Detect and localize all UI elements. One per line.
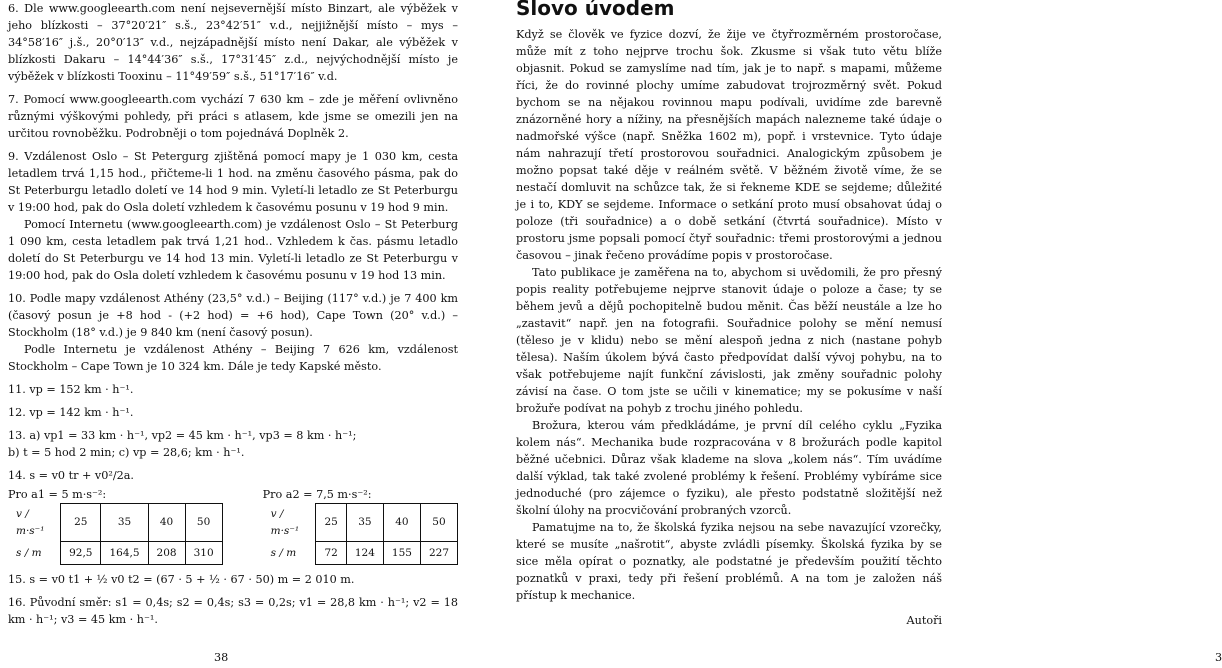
table-cell: 35 — [346, 504, 383, 542]
answer-13b: b) t = 5 hod 2 min; c) vp = 28,6; km · h⁻¹. — [8, 446, 245, 459]
table-a1-grid — [8, 503, 223, 565]
left-page — [0, 0, 480, 668]
intro-paragraph-1: Když se člověk ve fyzice dozví, že žije ve čtyřrozměrném prostoročase, může mít z toho nejprve trochu šok. Zkusme si však tuto větu blíže objasnit. Pokud se zamyslíme nad tím, jak je to např. s mapami, můžeme říci, že do rovinné plochy umíme zabudovat trojrozměrný svět. Pokud bychom se na nějakou rovinnou mapu podívali, uvidíme zde barevně znázorněné hory a nížiny, na přesnějších mapách nalezneme také údaje o nadmořské výšce (např. Sněžka 1602 m), popř. i vrstevnice. Tyto údaje nám nahrazují třetí prostorovou souřadnici. Analogickým způsobem je možno popsat také děje v reálném světě. V běžném životě víme, že se nestačí domluvit na schůzce tak, že si řekneme KDE se sejdeme; důležité je i to, KDY se sejdeme. Informace o setkání proto musí obsahovat údaj o poloze (tři souřadnice) a o době setkání (čtvrtá souřadnice). Místo v prostoru jsme popsali pomocí čtyř souřadnic: třemi prostorovými a jednou časovou – jinak řečeno provádíme popis v prostoročase. — [516, 28, 942, 262]
table-cell: 164,5 — [101, 542, 148, 565]
table-cell: 72 — [316, 542, 346, 565]
table-cell: 208 — [148, 542, 185, 565]
table-row — [8, 542, 222, 565]
right-column — [516, 26, 942, 629]
table-cell: 310 — [185, 542, 222, 565]
table-a2 — [263, 486, 458, 565]
table-cell: 25 — [61, 504, 101, 542]
table-cell: 227 — [420, 542, 457, 565]
answer-7: 7. Pomocí www.googleearth.com vychází 7 630 km – zde je měření ovlivněno různými výškovými pohledy, při práci s atlasem, kde jsme se omezili jen na určitou rovnoběžku. Podrobněji o tom pojednává Doplněk 2. — [8, 93, 458, 140]
table-row — [263, 504, 458, 542]
table-cell: 40 — [383, 504, 420, 542]
answer-13a: 13. a) vp1 = 33 km · h⁻¹, vp2 = 45 km · h⁻¹, vp3 = 8 km · h⁻¹; — [8, 429, 357, 442]
right-page — [480, 0, 1222, 668]
table-cell: 35 — [101, 504, 148, 542]
answer-9b: Pomocí Internetu (www.googleearth.com) je vzdálenost Oslo – St Peterburg 1 090 km, cesta letadlem pak trvá 1,21 hod.. Vzhledem k čas. pásmu letadlo doletí do St Peterburgu ve 14 hod 13 min. Vyletí-li letadlo ze St Peterburgu v 19:00 hod, pak do Osla doletí vzhledem k časovému posunu v 19 hod 13 min. — [8, 218, 458, 282]
table-a1-label: Pro a1 = 5 m·s⁻²: — [8, 488, 107, 501]
intro-paragraph-4: Pamatujme na to, že školská fyzika nejsou na sebe navazující vzorečky, které se musíte „našrotit“, abyste zvládli písemky. Školská fyzika by se sice měla opírat o poznatky, ale podstatné je především použití těchto poznatků v praxi, tedy při řešení problémů. A na tom je založen náš přístup k mechanice. — [516, 521, 942, 602]
intro-paragraph-2: Tato publikace je zaměřena na to, abychom si uvědomili, že pro přesný popis reality potřebujeme nejprve stanovit údaje o poloze a čase; ty se během jevů a dějů pochopitelně budou měnit. Čas běží neustále a lze ho „zastavit“ např. jen na fotografii. Souřadnice polohy se mění nemusí (těleso je v klidu) nebo se mění alespoň jedna z nich (nastane pohyb tělesa). Naším úkolem bývá často předpovídat další vývoj pohybu, na to však potřebujeme najít funkční závislosti, jak změny souřadnic polohy závisí na čase. O tom jste se učili v kinematice; my se pokusíme v naší brožuře podívat na pohyb z trochu jiného pohledu. — [516, 266, 942, 415]
table-row — [263, 542, 458, 565]
answer-10b: Podle Internetu je vzdálenost Athény – Beijing 7 626 km, vzdálenost Stockholm – Cape Town je 10 324 km. Dále je tedy Kapské město. — [8, 343, 458, 373]
intro-paragraph-3: Brožura, kterou vám předkládáme, je první díl celého cyklu „Fyzika kolem nás“. Mechanika bude rozpracována v 8 brožurách podle kapitol běžné učebnici. Důraz však klademe na slova „kolem nás“. Tím uvádíme další výklad, tak také zvolené problémy k řešení. Problémy vybíráme sice jednoduché (pro zájemce o fyziku), ale přesto podstatně složitější než školní úlohy na procvičování probraných vzorců. — [516, 419, 942, 517]
left-column — [8, 0, 458, 628]
page-number-right: 3 — [1215, 651, 1222, 664]
answer-15: 15. s = v0 t1 + ½ v0 t2 = (67 · 5 + ½ · 67 · 50) m = 2 010 m. — [8, 573, 355, 586]
answer-11: 11. vp = 152 km · h⁻¹. — [8, 383, 134, 396]
table-cell: 124 — [346, 542, 383, 565]
page-title: Slovo úvodem — [516, 0, 675, 20]
table-a2-header-s: s / m — [263, 542, 316, 565]
answer-9a: 9. Vzdálenost Oslo – St Petergurg zjištěná pomocí mapy je 1 030 km, cesta letadlem trvá 1,15 hod., přičteme-li 1 hod. na změnu časového pásma, pak do St Peterburgu letadlo doletí ve 14 hod 9 min. Vyletí-li letadlo ze St Peterburgu v 19:00 hod, pak do Osla doletí vzhledem k časovému posunu v 19 hod 9 min. — [8, 150, 458, 214]
answer-16: 16. Původní směr: s1 = 0,4s; s2 = 0,4s; s3 = 0,2s; v1 = 28,8 km · h⁻¹; v2 = 18 km · h⁻¹; v3 = 45 km · h⁻¹. — [8, 596, 458, 626]
author-signature: Autoři — [906, 614, 942, 627]
table-cell: 40 — [148, 504, 185, 542]
table-cell: 25 — [316, 504, 346, 542]
table-cell: 50 — [185, 504, 222, 542]
table-a2-grid — [263, 503, 458, 565]
tables-row — [8, 486, 458, 565]
table-cell: 155 — [383, 542, 420, 565]
answer-10a: 10. Podle mapy vzdálenost Athény (23,5° v.d.) – Beijing (117° v.d.) je 7 400 km (časový posun je +8 hod - (+2 hod) = +6 hod), Cape Town (20° v.d.) – Stockholm (18° v.d.) je 9 840 km (není časový posun). — [8, 292, 458, 339]
answer-6: 6. Dle www.googleearth.com není nejsevernější místo Binzart, ale výběžek v jeho blízkosti – 37°20′21″ s.š., 23°42′51″ v.d., nejjižnější místo – mys – 34°58′16″ j.š., 20°0′13″ v.d., nejzápadnější místo není Dakar, ale výběžek v blízkosti Dakaru – 14°44′36″ s.š., 17°31′45″ z.d., nejvýchodnější místo je výběžek v blízkosti Tooxinu – 11°49′59″ s.š., 51°17′16″ v.d. — [8, 2, 458, 83]
table-a2-header-v: v / m·s⁻¹ — [263, 504, 316, 542]
answer-14: 14. s = v0 tr + v0²/2a. — [8, 469, 134, 482]
table-cell: 92,5 — [61, 542, 101, 565]
table-a2-label: Pro a2 = 7,5 m·s⁻²: — [262, 488, 372, 501]
table-a1-header-v: v / m·s⁻¹ — [8, 504, 61, 542]
table-cell: 50 — [420, 504, 457, 542]
table-a1-header-s: s / m — [8, 542, 61, 565]
answer-12: 12. vp = 142 km · h⁻¹. — [8, 406, 134, 419]
page-number-left: 38 — [214, 651, 229, 664]
table-row — [8, 504, 222, 542]
table-a1 — [8, 486, 223, 565]
